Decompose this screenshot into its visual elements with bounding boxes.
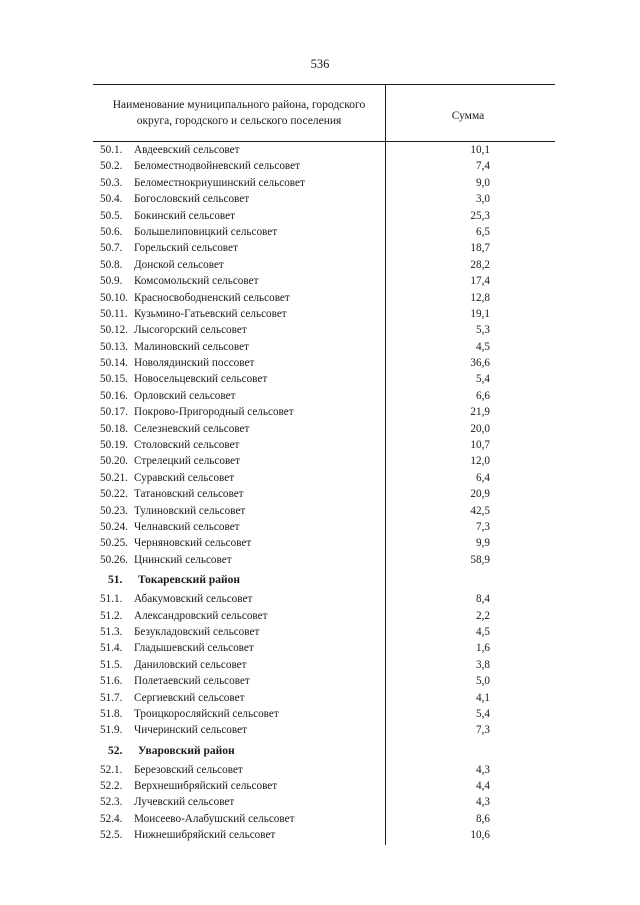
row-value: 4,3 (476, 763, 490, 776)
table-row (0, 690, 640, 706)
row-value: 1,6 (476, 642, 490, 655)
row-number: 52.5. (100, 829, 123, 842)
row-number: 50.25. (100, 537, 128, 550)
row-name: Лысогорский сельсовет (134, 324, 247, 337)
row-number: 52.3. (100, 796, 123, 809)
row-name: Нижнешибряйский сельсовет (134, 829, 276, 842)
row-name: Орловский сельсовет (134, 389, 236, 402)
table-row (0, 208, 640, 224)
table-row (0, 591, 640, 607)
row-value: 4,5 (476, 340, 490, 353)
row-number: 50.26. (100, 553, 128, 566)
table-row (0, 778, 640, 794)
table-row (0, 437, 640, 453)
row-name: Малиновский сельсовет (134, 340, 249, 353)
table-row (0, 673, 640, 689)
row-number: 50.18. (100, 422, 128, 435)
row-number: 50.17. (100, 406, 128, 419)
row-value: 36,6 (470, 357, 490, 370)
row-value: 4,3 (476, 796, 490, 809)
row-name: Большелиповицкий сельсовет (134, 225, 278, 238)
table-row (0, 470, 640, 486)
row-name: Новолядинский поссовет (134, 357, 255, 370)
row-name: Кузьмино-Гатьевский сельсовет (134, 307, 287, 320)
row-value: 10,7 (470, 439, 490, 452)
row-number: 50.24. (100, 520, 128, 533)
row-name: Березовский сельсовет (134, 763, 243, 776)
row-value: 12,8 (470, 291, 490, 304)
table-row (0, 535, 640, 551)
table-row (0, 519, 640, 535)
table-row (0, 273, 640, 289)
row-value: 25,3 (470, 209, 490, 222)
table-row (0, 722, 640, 738)
row-number: 50.14. (100, 357, 128, 370)
table-row (0, 421, 640, 437)
row-number: 52.1. (100, 763, 123, 776)
page-number: 536 (310, 57, 330, 71)
table-row (0, 240, 640, 256)
row-value: 8,6 (476, 812, 490, 825)
table-row (0, 175, 640, 191)
row-value: 19,1 (470, 307, 490, 320)
row-number: 50.5. (100, 209, 123, 222)
row-name: Полетаевский сельсовет (134, 675, 250, 688)
section-title: Токаревский район (138, 574, 240, 587)
row-number: 52.4. (100, 812, 123, 825)
row-number: 50.16. (100, 389, 128, 402)
row-number: 50.10. (100, 291, 128, 304)
row-name: Тулиновский сельсовет (134, 504, 246, 517)
row-name: Троицкоросляйский сельсовет (134, 707, 279, 720)
row-value: 5,0 (476, 675, 490, 688)
row-name: Сергиевский сельсовет (134, 691, 245, 704)
table-row (0, 624, 640, 640)
row-number: 50.22. (100, 488, 128, 501)
section-number: 51. (108, 574, 123, 587)
row-value: 20,9 (470, 488, 490, 501)
row-name: Покрово-Пригородный сельсовет (134, 406, 294, 419)
row-name: Верхнешибряйский сельсовет (134, 780, 278, 793)
row-name: Горельский сельсовет (134, 242, 238, 255)
row-name: Челнавский сельсовет (134, 520, 240, 533)
column-header-name: Наименование муниципального района, городского округа, городского и сельского поселения (112, 99, 366, 127)
row-name: Татановский сельсовет (134, 488, 244, 501)
section-row (0, 739, 640, 760)
table-row (0, 608, 640, 624)
table-row (0, 706, 640, 722)
table-row (0, 657, 640, 673)
row-value: 7,3 (476, 724, 490, 737)
table-body (0, 142, 640, 844)
section-title: Уваровский район (138, 744, 235, 757)
row-value: 6,4 (476, 471, 490, 484)
row-value: 5,4 (476, 707, 490, 720)
row-name: Селезневский сельсовет (134, 422, 250, 435)
row-value: 2,2 (476, 609, 490, 622)
table-row (0, 339, 640, 355)
table-row (0, 224, 640, 240)
row-name: Бокинский сельсовет (134, 209, 235, 222)
row-number: 51.9. (100, 724, 123, 737)
row-number: 51.3. (100, 625, 123, 638)
row-value: 7,3 (476, 520, 490, 533)
row-value: 17,4 (470, 275, 490, 288)
section-row (0, 568, 640, 589)
row-name: Красносвободненский сельсовет (134, 291, 290, 304)
row-number: 50.7. (100, 242, 123, 255)
row-number: 50.12. (100, 324, 128, 337)
table-row (0, 191, 640, 207)
row-name: Абакумовский сельсовет (134, 593, 253, 606)
row-number: 50.1. (100, 144, 123, 156)
row-name: Беломестнодвойневский сельсовет (134, 160, 300, 173)
row-name: Александровский сельсовет (134, 609, 268, 622)
row-value: 42,5 (470, 504, 490, 517)
table-row (0, 142, 640, 158)
table-row (0, 158, 640, 174)
section-number: 52. (108, 744, 123, 757)
row-number: 52.2. (100, 780, 123, 793)
row-number: 50.23. (100, 504, 128, 517)
table-row (0, 762, 640, 778)
row-number: 50.6. (100, 225, 123, 238)
row-value: 4,5 (476, 625, 490, 638)
column-header-sum: Сумма (451, 110, 485, 122)
row-value: 20,0 (470, 422, 490, 435)
table-row (0, 827, 640, 843)
table-row (0, 290, 640, 306)
row-name: Чичеринский сельсовет (134, 724, 247, 737)
table-row (0, 257, 640, 273)
row-name: Суравский сельсовет (134, 471, 235, 484)
row-value: 58,9 (470, 553, 490, 566)
row-name: Безукладовский сельсовет (134, 625, 260, 638)
row-name: Гладышевский сельсовет (134, 642, 254, 655)
row-name: Моисеево-Алабушский сельсовет (134, 812, 295, 825)
row-number: 50.13. (100, 340, 128, 353)
row-number: 50.15. (100, 373, 128, 386)
row-name: Новосельцевский сельсовет (134, 373, 268, 386)
row-number: 50.8. (100, 258, 123, 271)
table-row (0, 794, 640, 810)
row-value: 4,1 (476, 691, 490, 704)
table-row (0, 811, 640, 827)
row-value: 12,0 (470, 455, 490, 468)
row-value: 3,0 (476, 193, 490, 206)
row-name: Цнинский сельсовет (134, 553, 232, 566)
table-row (0, 552, 640, 568)
row-number: 51.4. (100, 642, 123, 655)
row-number: 50.4. (100, 193, 123, 206)
table-row (0, 453, 640, 469)
row-value: 9,9 (476, 537, 490, 550)
row-number: 51.1. (100, 593, 123, 606)
row-number: 50.3. (100, 176, 123, 189)
row-value: 5,3 (476, 324, 490, 337)
row-value: 5,4 (476, 373, 490, 386)
row-number: 50.2. (100, 160, 123, 173)
table-row (0, 388, 640, 404)
row-name: Богословский сельсовет (134, 193, 250, 206)
row-value: 21,9 (470, 406, 490, 419)
table-row (0, 640, 640, 656)
row-value: 7,4 (476, 160, 490, 173)
table-row (0, 503, 640, 519)
row-number: 51.2. (100, 609, 123, 622)
row-name: Комсомольский сельсовет (134, 275, 259, 288)
row-name: Беломестнокриушинский сельсовет (134, 176, 305, 189)
row-value: 8,4 (476, 593, 490, 606)
table-top-border (93, 84, 555, 85)
row-number: 50.9. (100, 275, 123, 288)
row-value: 9,0 (476, 176, 490, 189)
row-number: 51.7. (100, 691, 123, 704)
row-value: 18,7 (470, 242, 490, 255)
row-name: Даниловский сельсовет (134, 658, 247, 671)
row-value: 6,5 (476, 225, 490, 238)
table-row (0, 322, 640, 338)
row-name: Черняновский сельсовет (134, 537, 252, 550)
row-value: 3,8 (476, 658, 490, 671)
table-row (0, 404, 640, 420)
row-name: Лучевский сельсовет (134, 796, 235, 809)
table-row (0, 306, 640, 322)
row-number: 51.6. (100, 675, 123, 688)
row-number: 51.8. (100, 707, 123, 720)
row-number: 50.19. (100, 439, 128, 452)
row-value: 28,2 (470, 258, 490, 271)
row-number: 51.5. (100, 658, 123, 671)
row-value: 10,6 (470, 829, 490, 842)
row-name: Стрелецкий сельсовет (134, 455, 241, 468)
table-row (0, 486, 640, 502)
row-number: 50.21. (100, 471, 128, 484)
row-name: Столовский сельсовет (134, 439, 240, 452)
row-name: Авдеевский сельсовет (134, 144, 240, 156)
row-value: 6,6 (476, 389, 490, 402)
row-name: Донской сельсовет (134, 258, 224, 271)
row-value: 10,1 (470, 144, 490, 156)
row-number: 50.20. (100, 455, 128, 468)
table-row (0, 371, 640, 387)
table-row (0, 355, 640, 371)
row-number: 50.11. (100, 307, 128, 320)
row-value: 4,4 (476, 780, 490, 793)
